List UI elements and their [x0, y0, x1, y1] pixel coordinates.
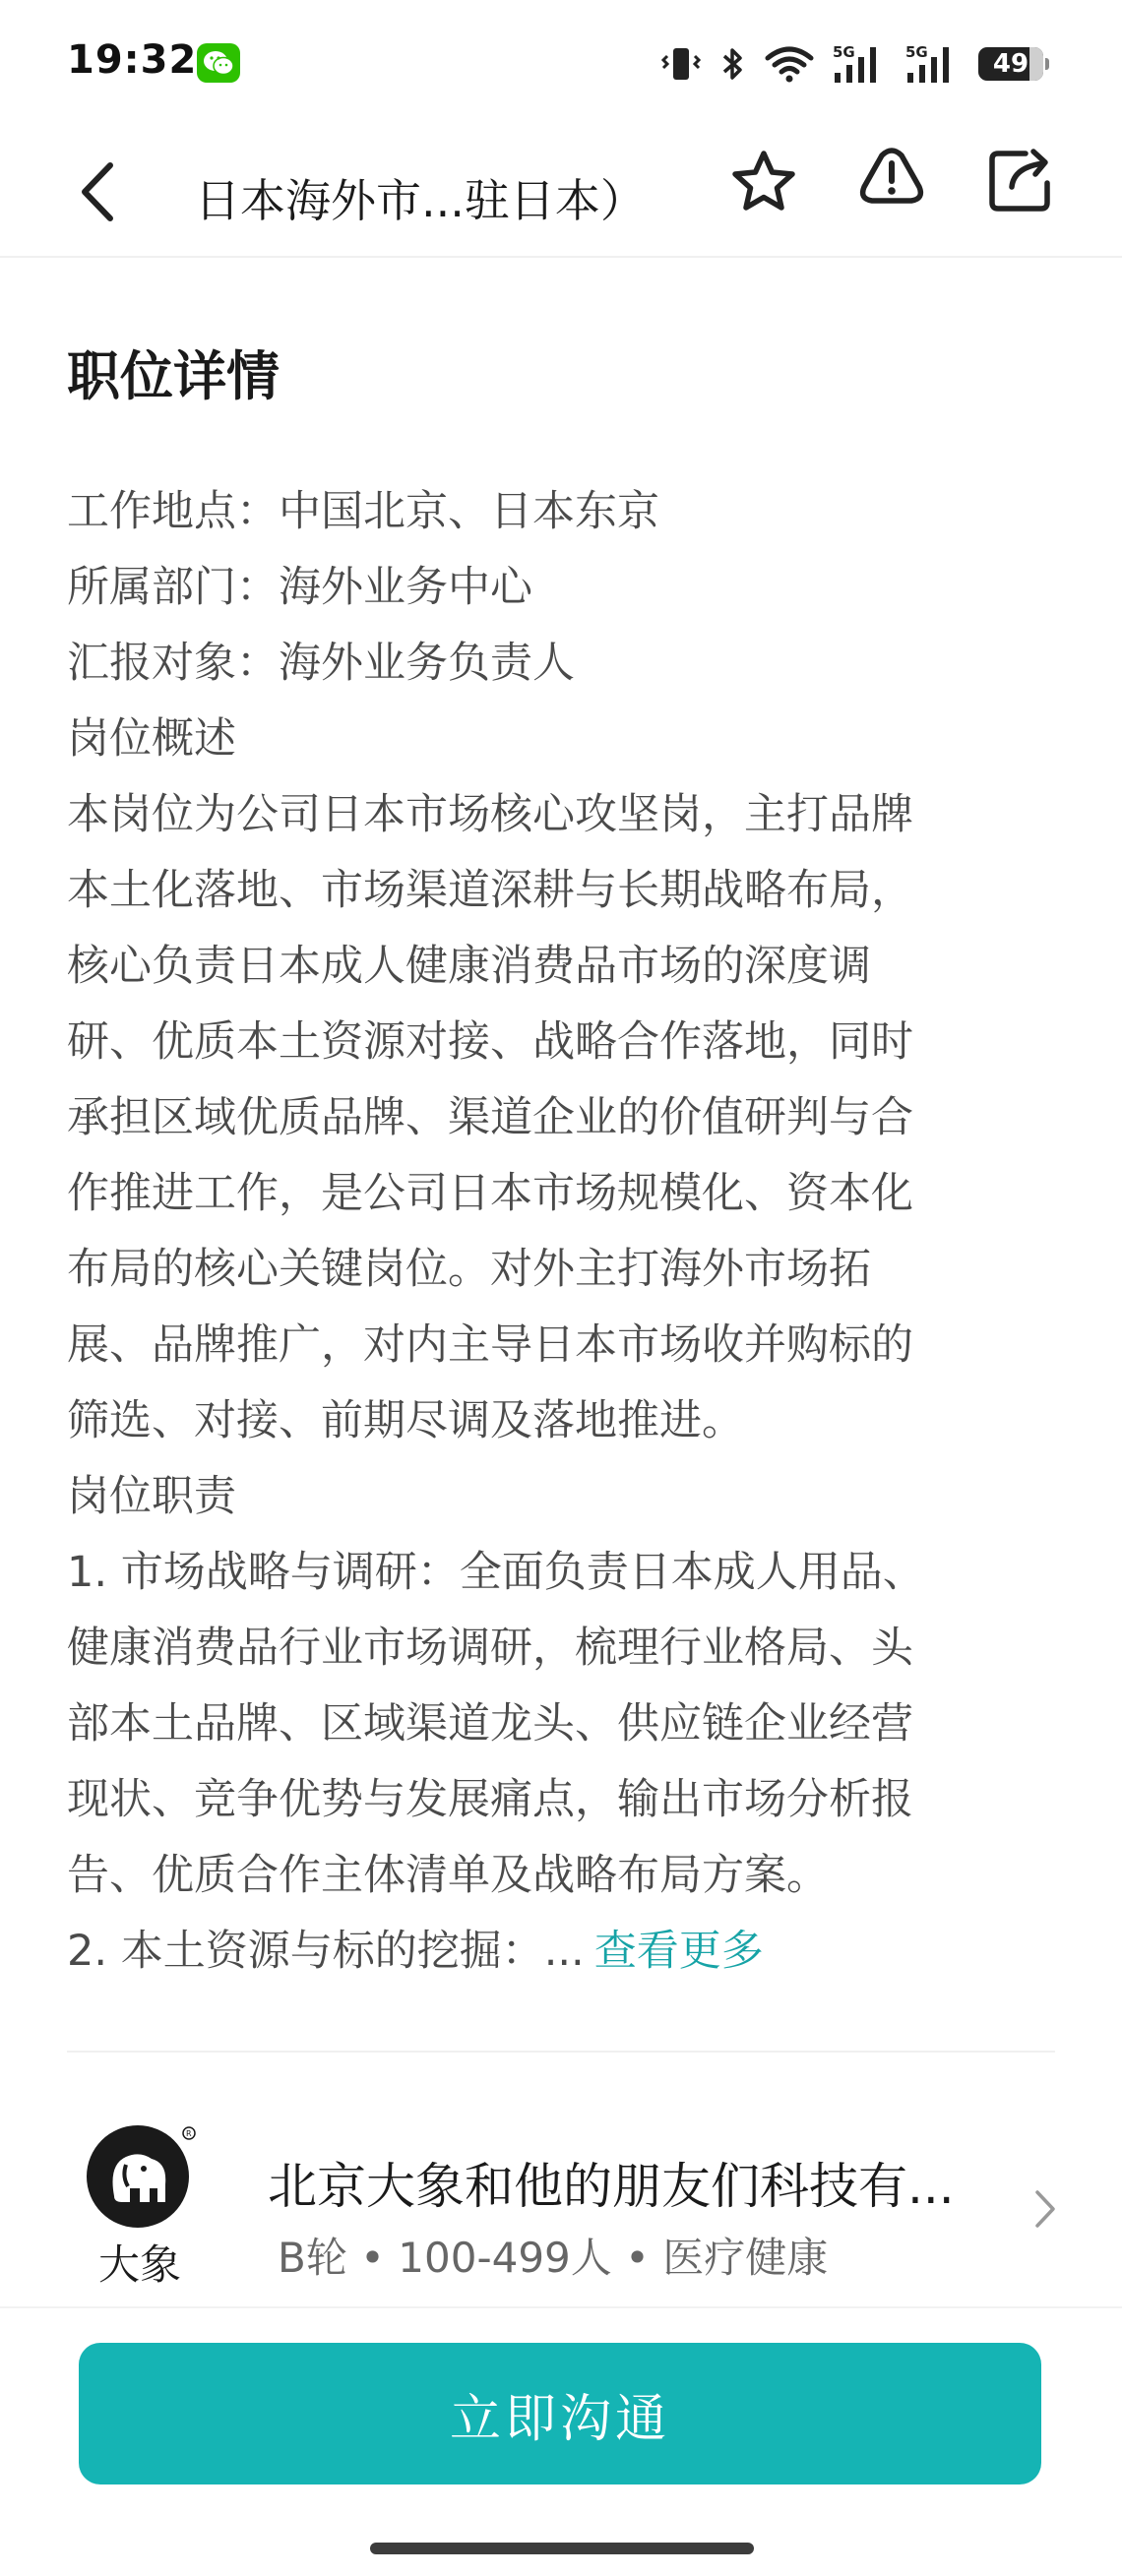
- share-icon[interactable]: [982, 142, 1061, 220]
- star-icon[interactable]: [724, 144, 803, 222]
- status-time: 19:32: [67, 37, 198, 83]
- vibrate-icon: [659, 44, 703, 84]
- company-meta: B轮 • 100-499人 • 医疗健康: [278, 2234, 829, 2282]
- nav-bar: [0, 128, 1122, 258]
- 5g-signal-icon: [833, 43, 888, 85]
- company-logo: [79, 2125, 207, 2293]
- back-arrow-icon[interactable]: [71, 157, 130, 226]
- description-line: 告、优质合作主体清单及战略布局方案。: [67, 1851, 829, 1900]
- home-indicator[interactable]: [370, 2543, 754, 2554]
- description-line: 1. 市场战略与调研：全面负责日本成人用品、: [67, 1548, 925, 1597]
- bluetooth-icon: [720, 44, 746, 84]
- description-line: 汇报对象：海外业务负责人: [67, 639, 575, 688]
- svg-text:5G: 5G: [905, 43, 928, 61]
- description-line: 布局的核心关键岗位。对外主打海外市场拓: [67, 1245, 871, 1294]
- status-bar: [0, 0, 1122, 128]
- description-line: 核心负责日本成人健康消费品市场的深度调: [67, 942, 871, 991]
- divider: [67, 2051, 1055, 2053]
- description-line: 展、品牌推广，对内主导日本市场收并购标的: [67, 1320, 913, 1370]
- description-last-line: [67, 1914, 1051, 1990]
- description-line: 研、优质本土资源对接、战略合作落地，同时: [67, 1017, 913, 1067]
- page-title: 日本海外市...驻日本）: [195, 174, 646, 227]
- svg-text:R: R: [186, 2129, 192, 2138]
- description-line: 部本土品牌、区域渠道龙头、供应链企业经营: [67, 1699, 913, 1748]
- description-line: 工作地点：中国北京、日本东京: [67, 487, 659, 536]
- description-line: 作推进工作，是公司日本市场规模化、资本化: [67, 1169, 913, 1218]
- 5g-signal-icon: [905, 43, 961, 85]
- company-card[interactable]: [0, 2106, 1122, 2302]
- chevron-right-icon: [1029, 2184, 1059, 2234]
- wechat-icon: [197, 43, 240, 83]
- section-title: 职位详情: [67, 345, 280, 407]
- description-line: 承担区域优质品牌、渠道企业的价值研判与合: [67, 1093, 913, 1142]
- description-line: 岗位职责: [67, 1472, 236, 1521]
- bottom-bar: [0, 2306, 1122, 2576]
- company-name: 北京大象和他的朋友们科技有...: [268, 2158, 955, 2215]
- status-icons: [659, 39, 1043, 89]
- see-more-link[interactable]: 查看更多: [593, 1927, 764, 1976]
- description-line: 本岗位为公司日本市场核心攻坚岗，主打品牌: [67, 790, 913, 839]
- description-line: 岗位概述: [67, 714, 236, 764]
- description-line: 现状、竞争优势与发展痛点，输出市场分析报: [67, 1775, 913, 1824]
- truncated-text: 2. 本土资源与标的挖掘：...: [67, 1927, 585, 1976]
- description-line: 本土化落地、市场渠道深耕与长期战略布局，: [67, 866, 913, 915]
- company-logo-text: 大象: [97, 2240, 182, 2289]
- description-line: 所属部门：海外业务中心: [67, 563, 532, 612]
- description-line: 健康消费品行业市场调研，梳理行业格局、头: [67, 1624, 913, 1673]
- alert-icon[interactable]: [852, 142, 931, 220]
- battery-icon: [978, 47, 1043, 81]
- wifi-icon: [764, 44, 815, 84]
- battery-level: 49: [992, 49, 1029, 79]
- description-line: 筛选、对接、前期尽调及落地推进。: [67, 1396, 744, 1445]
- svg-text:5G: 5G: [833, 43, 855, 61]
- job-description: [67, 474, 1051, 1990]
- chat-now-button[interactable]: 立即沟通: [79, 2343, 1041, 2484]
